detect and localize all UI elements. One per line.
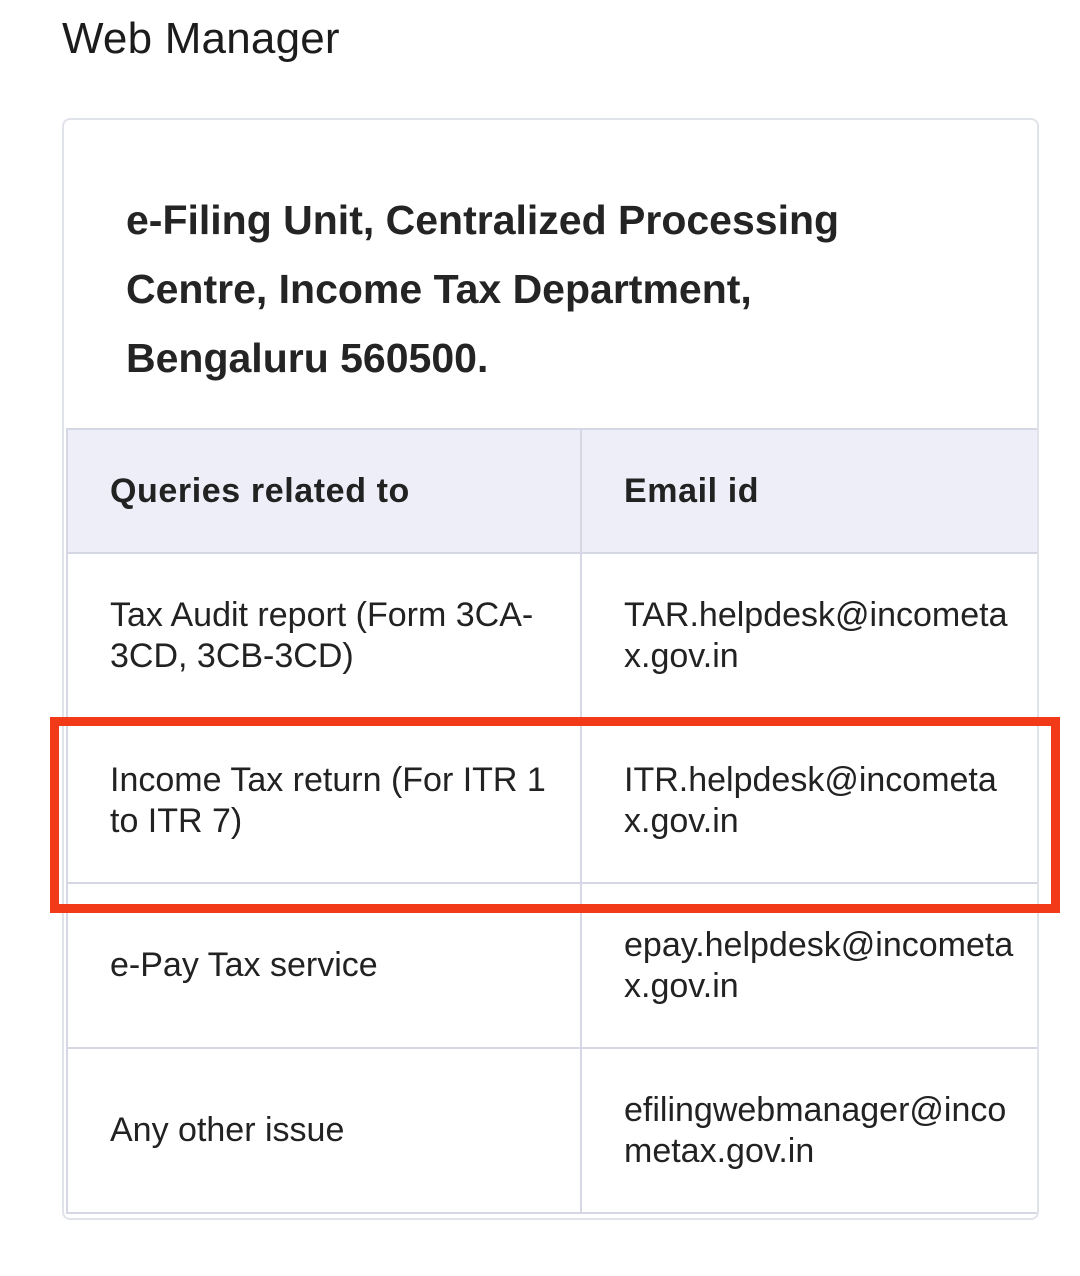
table-row [67, 718, 1039, 883]
column-header-queries: Queries related to [67, 429, 581, 553]
query-cell: Any other issue [67, 1048, 581, 1213]
page-title: Web Manager [62, 14, 340, 63]
query-cell: Tax Audit report (Form 3CA-3CD, 3CB-3CD) [67, 553, 581, 718]
contact-card [62, 118, 1039, 1220]
column-header-email: Email id [581, 429, 1039, 553]
helpdesk-table [66, 428, 1039, 1214]
table-row [67, 1048, 1039, 1213]
query-cell: Income Tax return (For ITR 1 to ITR 7) [67, 718, 581, 883]
table-row [67, 553, 1039, 718]
email-cell[interactable]: ITR.helpdesk@incometax.gov.in [581, 718, 1039, 883]
query-cell: e-Pay Tax service [67, 883, 581, 1048]
table-header-row [67, 429, 1039, 553]
email-cell[interactable]: efilingwebmanager@incometax.gov.in [581, 1048, 1039, 1213]
table-row [67, 883, 1039, 1048]
office-address: e-Filing Unit, Centralized Processing Centre, Income Tax Department, Bengaluru 560500. [126, 197, 840, 381]
email-cell[interactable]: epay.helpdesk@incometax.gov.in [581, 883, 1039, 1048]
email-cell[interactable]: TAR.helpdesk@incometax.gov.in [581, 553, 1039, 718]
